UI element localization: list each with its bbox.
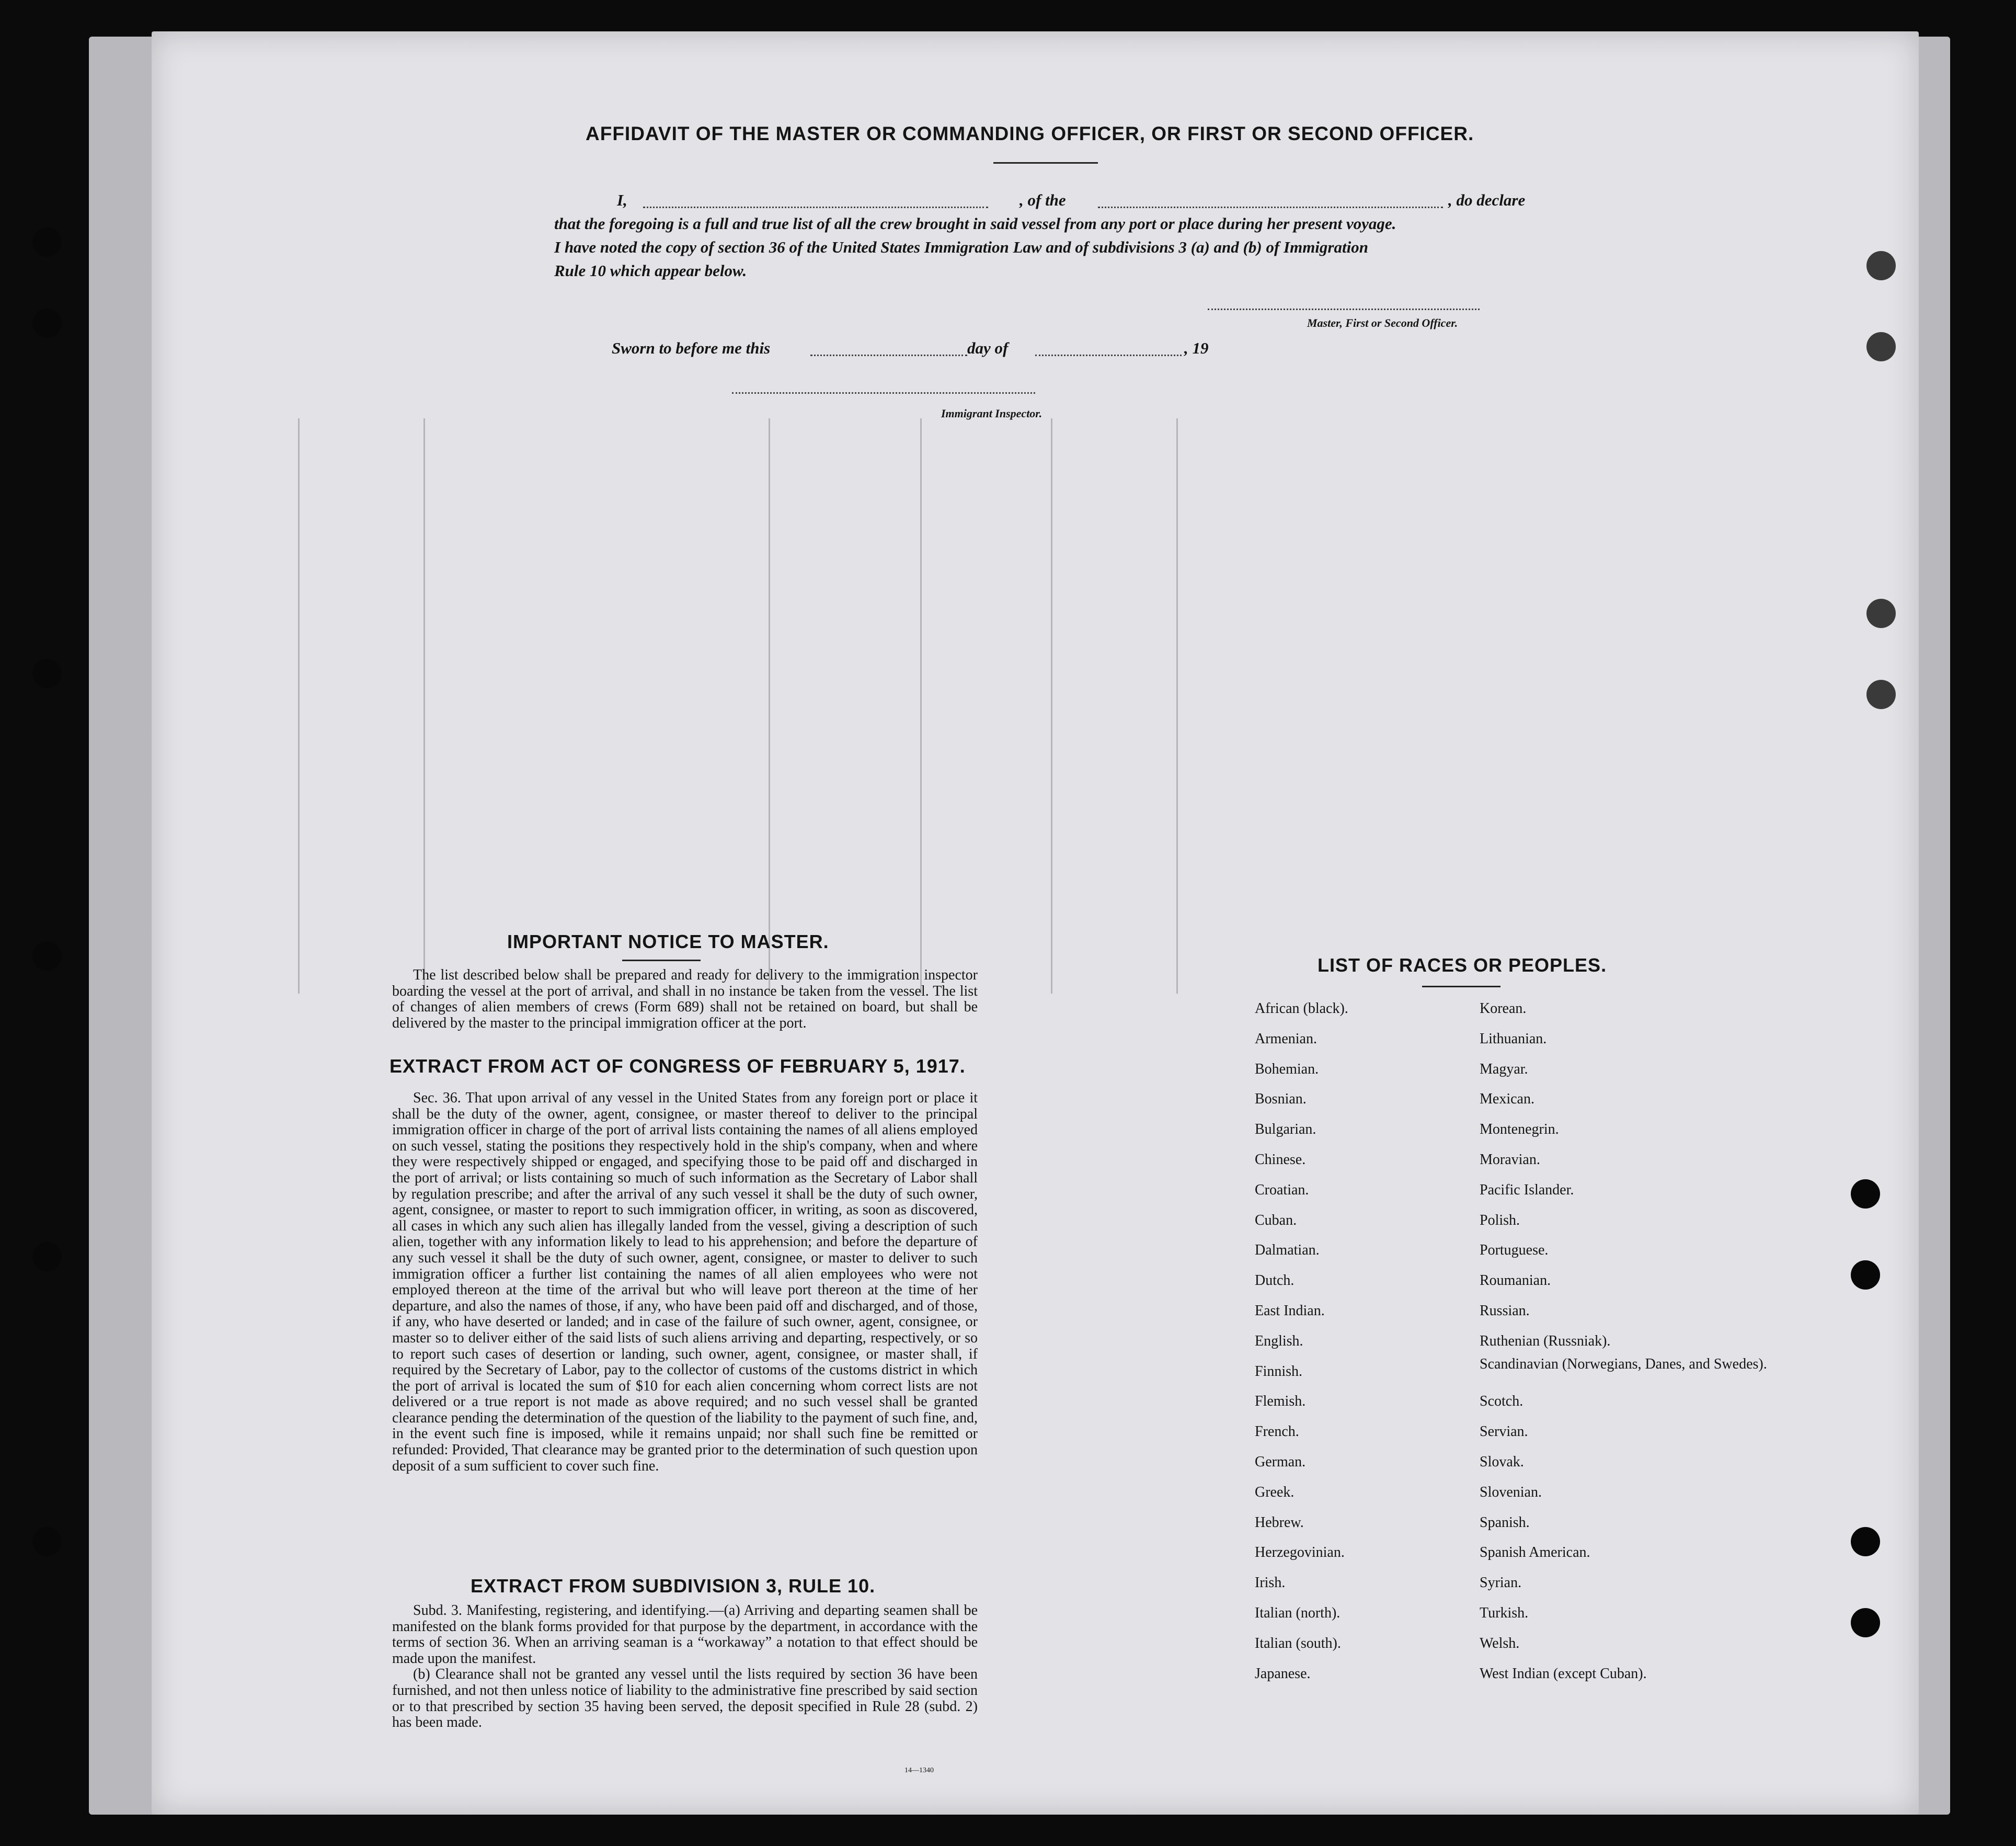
races-underline: [1422, 986, 1500, 987]
race-item: Servian.: [1480, 1423, 1528, 1440]
title-underline: [993, 162, 1098, 164]
affidavit-line-3: I have noted the copy of section 36 of the United States Immigration Law and of subdivisions 3 (a) and (b) of Immigration: [554, 238, 1368, 256]
race-item: African (black).: [1255, 1000, 1348, 1017]
race-item: Syrian.: [1480, 1575, 1522, 1591]
race-item: Pacific Islander.: [1480, 1181, 1574, 1198]
race-item: Chinese.: [1255, 1151, 1306, 1168]
binder-hole: [32, 309, 62, 338]
day-of-label: day of: [967, 339, 1009, 357]
binder-hole: [32, 659, 62, 688]
show-through-rule: [1176, 418, 1178, 994]
race-item: Lithuanian.: [1480, 1030, 1547, 1047]
affidavit-line-4: Rule 10 which appear below.: [554, 261, 747, 280]
act-text: Sec. 36. That upon arrival of any vessel in the United States from any foreign port or place it shall be the duty of the owner, agent, consignee, or master thereof to deliver to the principal immigration officer in charge of the port of arrival lists containing the names of all aliens employed on such vessel, stating the positions they respectively hold in the ship's company, when and where they were respectively shipped or engaged, and specifying those to be paid off and discharged in the port of arrival; or lists containing so much of such information as the Secretary of Labor shall by regulation prescribe; and after the arrival of any such vessel it shall be the duty of such owner, agent, consignee, or master to report to such immigration officer, in writing, as soon as discovered, all cases in which any such alien has illegally landed from the vessel, giving a description of such alien, together with any information likely to lead to his apprehension; and before the departure of any such vessel it shall be the duty of such owner, agent, consignee, or master to deliver to such immigration officer a further list containing the names of all alien employees who were not employed thereon at the time of the arrival but who will leave port thereon at the time of her departure, and also the names of those, if any, who have been paid off and discharged, and of those, if any, who have deserted or landed; and in case of the failure of such owner, agent, consignee, or master so to deliver either of the said lists of such aliens arriving and departing, respectively, or so to report such cases of desertion or landing, such owner, agent, consignee, or master shall, if required by the Secretary of Labor, pay to the collector of customs of the customs district in which the port of arrival is located the sum of $10 for each alien concerning whom correct lists are not delivered or a true report is not made as above required; and no such vessel shall be granted clearance pending the determination of the question of the liability to the payment of such fine, and, in the event such fine is imposed, while it remains unpaid; nor shall such fine be remitted or refunded: Provided, That clearance may be granted prior to the determination of such question upon deposit of a sum sufficient to cover such fine.: [392, 1090, 978, 1474]
affidavit-line-2: that the foregoing is a full and true list of all the crew brought in said vessel from any port or place during her present voyage.: [554, 214, 1396, 233]
master-signature-label: Master, First or Second Officer.: [1307, 316, 1458, 329]
race-item: Italian (north).: [1255, 1604, 1341, 1621]
show-through-rule: [298, 418, 300, 994]
race-item: Welsh.: [1480, 1635, 1520, 1651]
race-item: Roumanian.: [1480, 1272, 1551, 1289]
races-heading: LIST OF RACES OR PEOPLES.: [1318, 954, 1607, 976]
binder-hole: [1851, 1527, 1880, 1556]
race-item: French.: [1255, 1423, 1299, 1440]
race-item: Moravian.: [1480, 1151, 1540, 1168]
binder-hole: [32, 1242, 62, 1271]
sworn-label: Sworn to before me this: [612, 339, 771, 357]
race-item: Armenian.: [1255, 1030, 1317, 1047]
month-blank: [1035, 355, 1182, 356]
race-item: Irish.: [1255, 1575, 1286, 1591]
race-item: Hebrew.: [1255, 1514, 1304, 1531]
race-item: Bosnian.: [1255, 1091, 1307, 1108]
affidavit-of-the: , of the: [1020, 191, 1066, 209]
binder-hole: [1866, 599, 1896, 628]
race-item: Herzegovinian.: [1255, 1544, 1345, 1561]
binder-hole: [1866, 680, 1896, 709]
inspector-signature-label: Immigrant Inspector.: [941, 407, 1043, 420]
binder-hole: [32, 941, 62, 971]
race-item: Slovak.: [1480, 1453, 1524, 1470]
race-item: Russian.: [1480, 1302, 1530, 1319]
race-item: Bohemian.: [1255, 1061, 1319, 1077]
race-item: Scandinavian (Norwegians, Danes, and Swedes).: [1480, 1355, 1767, 1372]
form-code: 14—1340: [904, 1767, 934, 1774]
race-item: Polish.: [1480, 1212, 1520, 1228]
binder-hole: [1866, 332, 1896, 361]
race-item: Magyar.: [1480, 1061, 1528, 1077]
master-signature-blank: [1208, 309, 1480, 310]
race-item: Scotch.: [1480, 1393, 1524, 1410]
race-item: Spanish American.: [1480, 1544, 1590, 1561]
binder-hole: [1866, 251, 1896, 280]
show-through-rule: [920, 418, 922, 994]
year-label: , 19: [1184, 339, 1209, 357]
race-item: Slovenian.: [1480, 1484, 1542, 1500]
race-item: German.: [1255, 1453, 1306, 1470]
race-item: Japanese.: [1255, 1665, 1311, 1682]
race-item: Mexican.: [1480, 1091, 1534, 1108]
race-item: Spanish.: [1480, 1514, 1530, 1531]
act-heading: EXTRACT FROM ACT OF CONGRESS OF FEBRUARY 5, 1917.: [390, 1055, 966, 1077]
race-item: Bulgarian.: [1255, 1121, 1316, 1138]
binder-hole: [32, 227, 62, 257]
show-through-rule: [423, 418, 425, 994]
race-item: Cuban.: [1255, 1212, 1297, 1228]
race-item: Korean.: [1480, 1000, 1527, 1017]
rule-heading: EXTRACT FROM SUBDIVISION 3, RULE 10.: [471, 1575, 876, 1597]
race-item: East Indian.: [1255, 1302, 1325, 1319]
races-list-right: [1480, 994, 1767, 1689]
race-item: Finnish.: [1255, 1363, 1303, 1380]
inspector-signature-blank: [732, 392, 1035, 394]
show-through-rule: [1051, 418, 1052, 994]
race-item: English.: [1255, 1332, 1303, 1349]
affidavit-declare: , do declare: [1448, 191, 1526, 209]
race-item: Dutch.: [1255, 1272, 1295, 1289]
affidavit-i: I,: [617, 191, 627, 209]
race-item: Croatian.: [1255, 1181, 1309, 1198]
binder-hole: [1851, 1260, 1880, 1290]
race-item: Portuguese.: [1480, 1242, 1549, 1259]
binder-hole: [1851, 1608, 1880, 1637]
race-item: West Indian (except Cuban).: [1480, 1665, 1647, 1682]
notice-text: The list described below shall be prepared and ready for delivery to the immigration inspector boarding the vessel at the port of arrival, and shall in no instance be taken from the vessel. The list of changes of alien members of crews (Form 689) shall not be retained on board, but shall be delivered by the master to the principal immigration officer at the port.: [392, 967, 978, 1031]
name-blank: [643, 207, 988, 208]
notice-underline: [622, 960, 701, 961]
race-item: Flemish.: [1255, 1393, 1306, 1410]
rule-text: Subd. 3. Manifesting, registering, and identifying.—(a) Arriving and departing seamen shall be manifested on the blank forms provided for that purpose by the department, in accordance with the terms of section 36. When an arriving seaman is a “workaway” a notation to that effect should be made upon the manifest. (b) Clearance shall not be granted any vessel until the lists required by section 36 have been furnished, and not then unless notice of liability to the administrative fine prescribed by said section or to that prescribed by section 35 having been served, the deposit specified in Rule 28 (subd. 2) has been made.: [392, 1602, 978, 1731]
race-item: Ruthenian (Russniak).: [1480, 1332, 1611, 1349]
notice-heading: IMPORTANT NOTICE TO MASTER.: [507, 931, 829, 952]
race-item: Greek.: [1255, 1484, 1295, 1500]
race-item: Italian (south).: [1255, 1635, 1341, 1651]
manifest-back-page: [152, 31, 1919, 1815]
races-list-left: [1255, 994, 1348, 1689]
race-item: Turkish.: [1480, 1604, 1529, 1621]
binder-hole: [32, 1527, 62, 1556]
show-through-rule: [769, 418, 770, 994]
day-blank: [810, 355, 967, 356]
binder-hole: [1851, 1179, 1880, 1209]
vessel-blank: [1098, 207, 1443, 208]
race-item: Montenegrin.: [1480, 1121, 1559, 1138]
race-item: Dalmatian.: [1255, 1242, 1320, 1259]
affidavit-title: AFFIDAVIT OF THE MASTER OR COMMANDING OFFICER, OR FIRST OR SECOND OFFICER.: [586, 123, 1474, 144]
